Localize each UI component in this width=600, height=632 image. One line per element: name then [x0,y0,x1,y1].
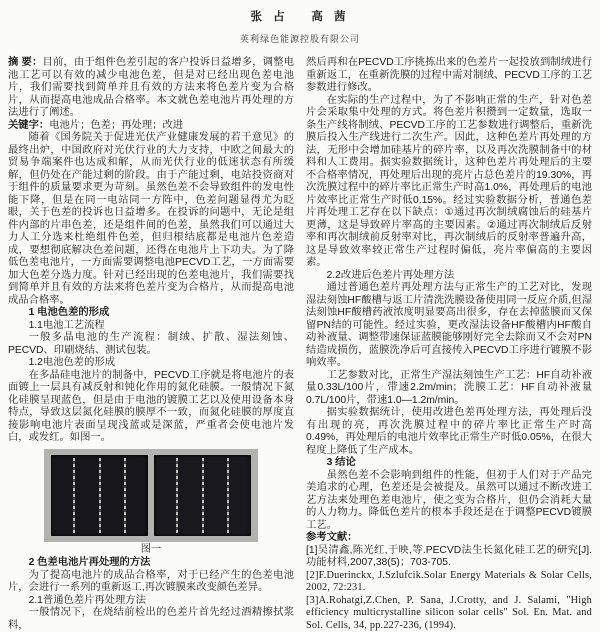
section-1-1-paragraph: 一般多晶电池的生产流程：制绒、扩散、湿法刻蚀、PECVD、印刷烧结、测试包装。 [8,332,294,357]
section-2-1-paragraph: 一般情况下，在烧结前检出的色差片首先经过酒精擦拭浆料， [8,607,294,632]
paper-authors: 张 占 高 茜 [8,8,592,24]
keywords-label: 关键字： [8,120,49,131]
section-2-2-paragraph: 通过普通色差片再处理方法与正常生产的工艺对比，发现湿法刻蚀HF酸槽与返工片清洗洗膜设备使用同一反应介质,但湿法刻蚀HF酸槽药液浓度明显要高出很多，存在去掉蓝膜而又保留PN结的可能性。经过实验，更改湿法设备HF酸槽内HF酸自动补液量、调整带速保证蓝膜能够刚好完全去除而又不会对PN结造成损伤，蓝膜洗净后可直接传入PECVD工序进行镀膜不影响效率。 [306,282,592,370]
busbar-line [73,458,75,533]
section-3-heading: 3 结论 [306,457,592,470]
rework-continuation-paragraph: 然后再和在PECVD工序挑拣出来的色差片一起投放到制绒进行重新返工，在重新洗膜的过程中需对制绒、PECVD工序的工艺参数进行修改。 [306,57,592,95]
section-2-paragraph: 为了提高电池片的成品合格率，对于已经产生的色差电池片，会进行一系列的重新返工,再次镀膜来改变颜色差异。 [8,570,294,595]
abstract-text: 目前，由于组件色差引起的客户投诉日益增多，调整电池工艺可以有效的减少电池色差，但是对已经出现色差电池片，我们需要找到简单并且有效的方法来将色差片变为合格片，从而提高电池成品合格率。本文就色差电池片再处理的方法进行了阐述。 [8,57,294,118]
left-column [8,57,294,632]
solar-cell-right [154,455,251,536]
section-2-heading: 2 色差电池片再处理的方法 [8,557,294,570]
abstract-label: 摘 要： [8,57,43,68]
section-1-2-heading: 1.2电池色差的形成 [8,357,294,370]
references-heading: 参考文献： [306,532,592,545]
busbar-line [227,458,229,533]
abstract-paragraph [8,57,294,120]
busbar-line [99,458,101,533]
paper-affiliation: 英利绿色能源控股有限公司 [8,32,592,45]
section-1-1-heading: 1.1电池工艺流程 [8,320,294,333]
busbar-line [176,458,178,533]
improved-results-paragraph: 据实验数据统计，使用改进色差再处理方法，再处理后没有出现的亮，再次洗膜过程中的碎片率比正常生产时高0.49%，再处理后的电池片效率比正常生产时低0.05%，在很大程度上降低了生产成本。 [306,407,592,457]
solar-cell-left [51,455,148,536]
busbar-line [124,458,126,533]
intro-paragraph: 随着《国务院关于促进光伏产业健康发展的若干意见》的最终出炉，中国政府对光伏行业的大力支持，中欧之间最大的贸易争端案件也达成和解，从而光伏行业的低迷状态有所缓解，但仍处在产能过剩的阶段。由于产能过剩，电站投资商对于组件的质量要求更为苛刻。虽然色差不会导致组件的发电性能下降，但是在同一电站同一方阵中，色差问题显得尤为眨眼，关于色差的投诉也日益增多。在投诉的问题中，无论是组件内部的片串色差，还是组件间的色差，虽然我们可以通过大力人工分选来杜绝组件色差，但归根结底都是电池片色差造成，要想彻底解决色差问题，还得在电池片上下功夫。为了降低色差电池片，一方面需要调整电池PECVD工艺，一方面需要加大色差分选力度。针对已经出现的色差电池片，我们需要找到简单并且有效的方法来将色差片变为合格片，从而提高电池成品合格率。 [8,132,294,307]
keywords-text: 电池片；色差；再处理；改进 [49,120,183,131]
right-column [306,57,592,632]
references [306,532,592,632]
reference-item-2: [2]F.Duerinckx, J.Szlufcik.Solar Energy Materials & Solar Cells, 2002, 72:231. [306,570,592,595]
figure-1 [8,449,294,557]
section-2-2-heading: 2.2改进后色差片再处理方法 [306,270,592,283]
section-1-heading: 1 电池色差的形成 [8,307,294,320]
section-1-2-paragraph: 在多晶硅电池片的制备中，PECVD工序就是将电池片的表面镀上一层具有减反射和钝化作用的氮化硅膜。一般情况下氮化硅膜呈现蓝色，但是由于电池的镀膜工艺以及使用设备本身特点，导致这层氮化硅膜的膜厚不一致，而氮化硅膜的厚度直接影响电池片表面呈现浅蓝或是深蓝，严重者会使电池片发白，或发红。如图一。 [8,370,294,445]
conclusion-paragraph: 虽然色差不会影响到组件的性能，但初于人们对于产品完美追求的心理，色差还是会被提及。虽然可以通过不断改进工艺方法来处理色差电池片，使之变为合格片，但仍会消耗大量的人力物力。降低色差片的根本手段还是在于调整PECVD镀膜工艺。 [306,470,592,533]
keywords-paragraph [8,120,294,133]
solar-cell-photo [44,449,258,542]
process-parameters-paragraph: 工艺参数对比，正常生产湿法刻蚀生产工艺：HF自动补液量0.33L/100片，带速2.2m/min；洗膜工艺：HF自动补液量0.7L/100片，带速1.0—1.2m/min。 [306,370,592,408]
busbar-line [202,458,204,533]
reference-item-3: [3]A.Rohatgi,Z.Chen, P. Sana, J.Crotty, and J. Salami, "High efficiency multicrystalline silicon solar cells" Sol. En. Mat. and Sol. Cells, 34, pp.227-236, (1994). [306,595,592,632]
batch-processing-paragraph: 在实际的生产过程中，为了不影响正常的生产，针对色差片会采取集中处理的方式。将色差片积攒到一定数量，选取一条生产线将制绒、PECVD工序的工艺参数进行调整后，重新洗膜后投入生产线进行二次生产。因此，这种色差片再处理的方法，无形中会增加硅基片的碎片率，以及再次洗膜制备中的材料和人工费用。据实验数据统计，这种色差片再处理后的主要不合格率情况，再处理后出现的亮片占总色差片的19.30%，再次洗膜过程中的碎片率比正常生产时高1.0%，再处理后的电池片效率比正常生产时低0.15%。经过实验数据分析，普通色差片再处理工艺存在以下缺点：①通过再次制绒腐蚀后的硅基片更薄，这是导致碎片率高的主要因素。②通过再次制绒后反射率和再次制绒前反射率对比，再次制绒后的反射率普遍升高，这是导致效率较正常生产过程时偏低，亮片率偏高的主要因素。 [306,95,592,270]
section-2-1-heading: 2.1普通色差片再处理方法 [8,595,294,608]
figure-1-caption: 图一 [8,544,294,557]
reference-item-1: [1]吴清鑫,陈光红,于映,等.PECVD法生长氮化硅工艺的研究[J].功能材料,2007,38(5)；703-705. [306,545,592,570]
two-column-body [8,57,592,632]
